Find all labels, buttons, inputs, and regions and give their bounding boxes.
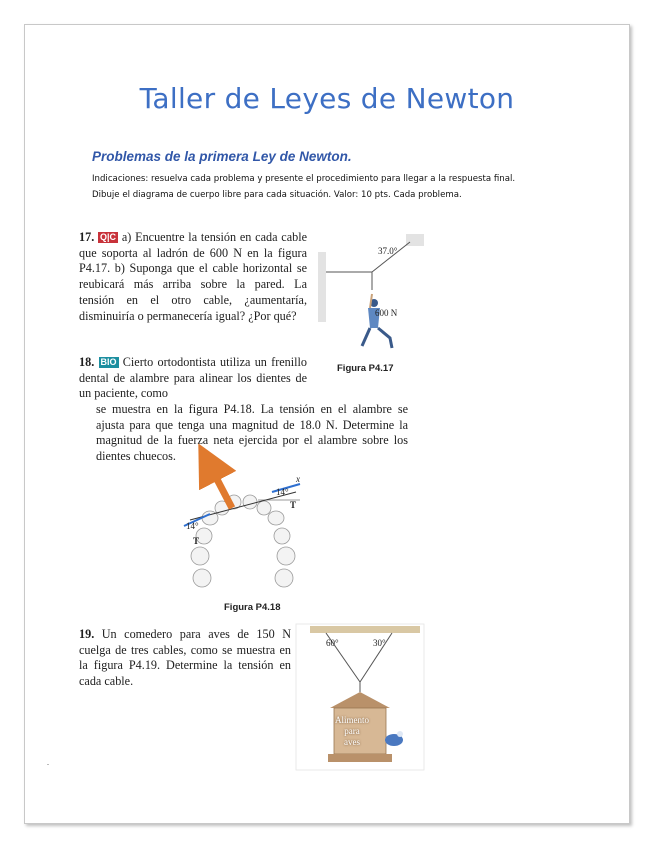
feeder-label-line-3: aves xyxy=(344,737,360,747)
problem-19-text: Un comedero para aves de 150 N cuelga de tres cables, como se muestra en la figura P4.19. Determine la tensión en cada cable. xyxy=(79,627,291,689)
page-title: Taller de Leyes de Newton xyxy=(139,82,515,115)
feeder-label-line-1: Alimento xyxy=(335,715,369,725)
instructions-line-1: Indicaciones: resuelva cada problema y presente el procedimiento para llegar a la respuesta final. xyxy=(92,174,516,184)
problem-17-text: a) Encuentre la tensión en cada cable que soporta al ladrón de 600 N en la figura P4.17. b) Suponga que el cable horizontal se reubicará más arriba sobre la pared. La tensión en el otro cable, ¿aumentaría, disminuiría o permanecería igual? ¿Por qué? xyxy=(79,230,308,323)
figure-p4-18-caption: Figura P4.18 xyxy=(224,602,281,613)
feeder-label xyxy=(328,715,376,748)
ceiling-block xyxy=(406,234,424,246)
figure-p4-17 xyxy=(318,228,423,358)
ceiling-beam xyxy=(310,626,420,633)
instructions-line-2: Dibuje el diagrama de cuerpo libre para cada situación. Valor: 10 pts. Cada problema. xyxy=(92,190,462,200)
problem-19-number: 19. xyxy=(79,627,95,641)
problem-17 xyxy=(79,230,307,324)
problem-18-text-2: se muestra en la figura P4.18. La tensión en el alambre se ajusta para que tenga una magnitud de 18.0 N. Determine la magnitud de la fuerza neta ejercida por el alambre sobre los dientes chuecos. xyxy=(96,402,408,464)
angle-label-30: 30° xyxy=(373,638,386,648)
figure-p4-18 xyxy=(170,440,320,600)
problem-18-part-1 xyxy=(79,355,307,402)
problem-18-text-1: Cierto ortodontista utiliza un frenillo dental de alambre para alinear los dientes de un paciente, como xyxy=(79,355,308,401)
page-mark xyxy=(47,764,49,765)
problem-18-number: 18. xyxy=(79,355,95,369)
weight-label-600n: 600 N xyxy=(375,308,398,318)
section-subtitle: Problemas de la primera Ley de Newton. xyxy=(92,149,352,164)
feeder-label-line-2: para xyxy=(344,726,360,736)
hanging-man-icon xyxy=(362,294,392,348)
problem-17-number: 17. xyxy=(79,230,95,244)
problem-19 xyxy=(79,627,291,690)
figure-p4-19 xyxy=(296,624,424,770)
tension-label-right: T xyxy=(290,500,297,510)
teeth-arch xyxy=(191,495,295,587)
angle-label-left: 14° xyxy=(186,521,199,531)
tension-label-left: T xyxy=(193,536,200,546)
bio-tag: BIO xyxy=(100,357,117,367)
angle-label-60: 60° xyxy=(326,638,339,648)
wall xyxy=(318,252,326,322)
figure-p4-17-caption: Figura P4.17 xyxy=(337,363,394,374)
angle-label-right: 14° xyxy=(276,487,289,497)
angle-label-37: 37.0° xyxy=(378,246,398,256)
instructions xyxy=(92,171,612,203)
axis-label-x: x xyxy=(296,474,300,484)
qc-tag: Q|C xyxy=(100,232,117,242)
